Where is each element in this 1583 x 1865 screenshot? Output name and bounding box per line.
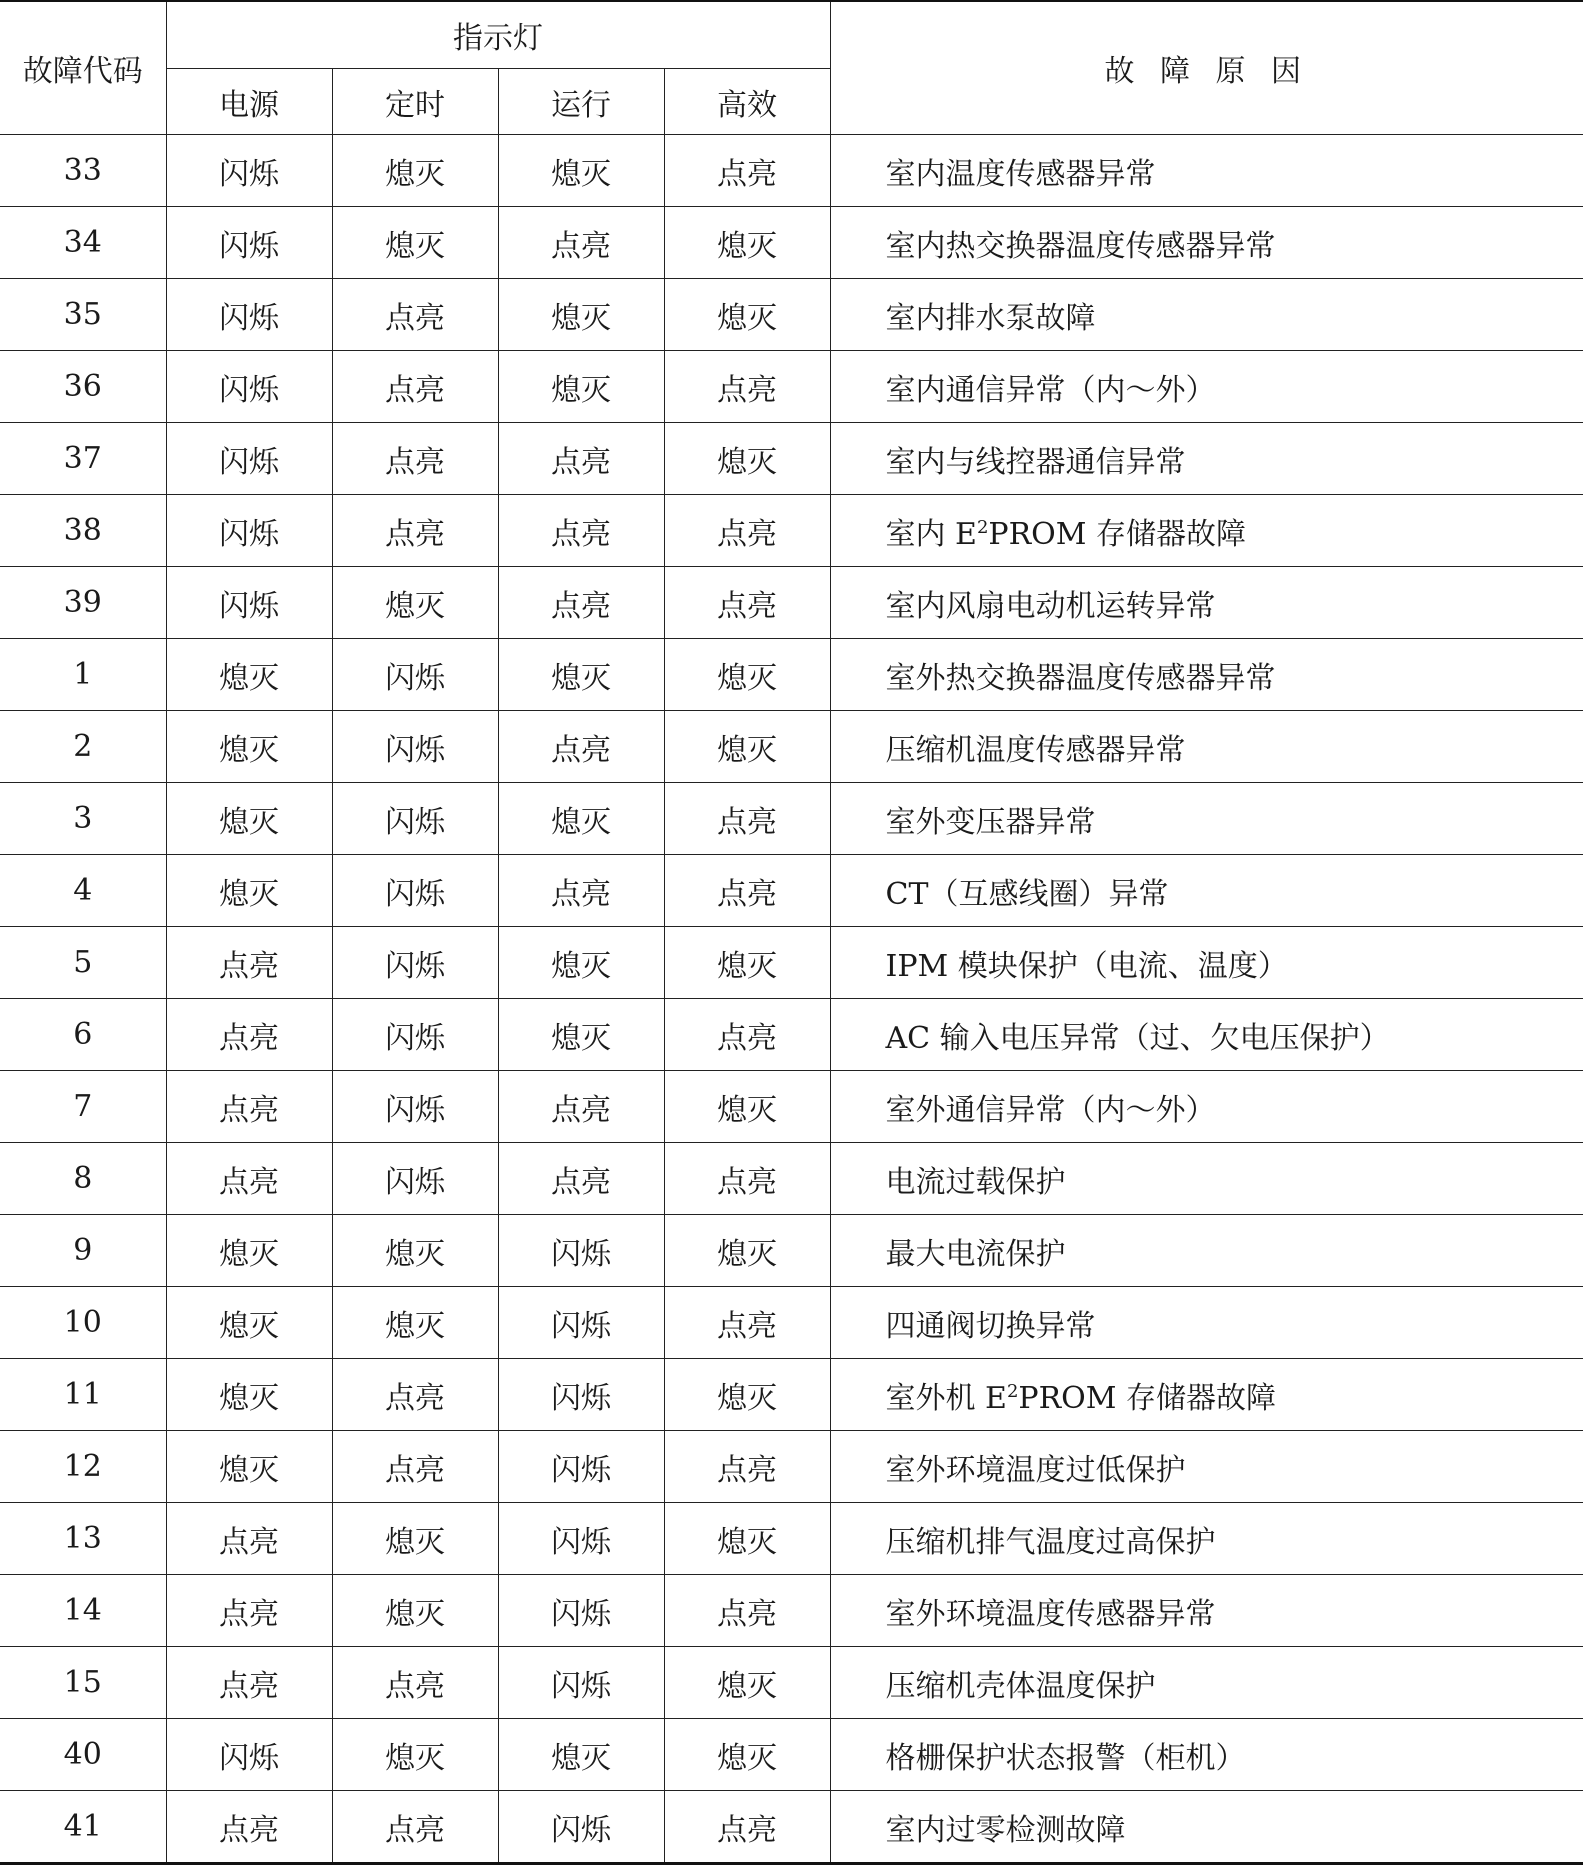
- indicator-high-efficiency-cell: 熄灭: [664, 1071, 830, 1143]
- indicator-timer-cell: 闪烁: [332, 855, 498, 927]
- superscript: 2: [1006, 1380, 1019, 1402]
- indicator-power-cell: 熄灭: [166, 855, 332, 927]
- indicator-power-cell: 点亮: [166, 927, 332, 999]
- table-row: [0, 639, 1583, 711]
- fault-cause-cell: 室内通信异常（内～外）: [830, 351, 1583, 423]
- fault-cause-cell: AC 输入电压异常（过、欠电压保护）: [830, 999, 1583, 1071]
- fault-cause-cell: 室内与线控器通信异常: [830, 423, 1583, 495]
- fault-code-cell: 4: [0, 855, 166, 927]
- fault-cause-cell: 格栅保护状态报警（柜机）: [830, 1719, 1583, 1791]
- fault-code-cell: 36: [0, 351, 166, 423]
- indicator-timer-cell: 闪烁: [332, 999, 498, 1071]
- indicator-timer-cell: 熄灭: [332, 207, 498, 279]
- indicator-power-cell: 点亮: [166, 1071, 332, 1143]
- fault-code-cell: 9: [0, 1215, 166, 1287]
- indicator-timer-cell: 点亮: [332, 1791, 498, 1864]
- fault-code-cell: 7: [0, 1071, 166, 1143]
- header-timer: 定时: [332, 69, 498, 135]
- indicator-timer-cell: 点亮: [332, 351, 498, 423]
- fault-code-cell: 12: [0, 1431, 166, 1503]
- indicator-power-cell: 熄灭: [166, 1215, 332, 1287]
- indicator-run-cell: 熄灭: [498, 639, 664, 711]
- table-row: [0, 999, 1583, 1071]
- indicator-run-cell: 闪烁: [498, 1575, 664, 1647]
- table-row: [0, 495, 1583, 567]
- indicator-run-cell: 闪烁: [498, 1431, 664, 1503]
- header-power: 电源: [166, 69, 332, 135]
- indicator-high-efficiency-cell: 熄灭: [664, 1503, 830, 1575]
- indicator-high-efficiency-cell: 点亮: [664, 1143, 830, 1215]
- fault-code-cell: 8: [0, 1143, 166, 1215]
- indicator-run-cell: 点亮: [498, 1143, 664, 1215]
- indicator-high-efficiency-cell: 熄灭: [664, 1215, 830, 1287]
- indicator-timer-cell: 熄灭: [332, 1287, 498, 1359]
- fault-code-cell: 2: [0, 711, 166, 783]
- fault-code-cell: 40: [0, 1719, 166, 1791]
- indicator-power-cell: 点亮: [166, 1647, 332, 1719]
- fault-cause-cell: 室外环境温度过低保护: [830, 1431, 1583, 1503]
- indicator-run-cell: 点亮: [498, 207, 664, 279]
- indicator-run-cell: 熄灭: [498, 135, 664, 207]
- table-row: [0, 567, 1583, 639]
- indicator-power-cell: 闪烁: [166, 279, 332, 351]
- table-row: [0, 1719, 1583, 1791]
- indicator-timer-cell: 闪烁: [332, 927, 498, 999]
- indicator-power-cell: 闪烁: [166, 567, 332, 639]
- header-run: 运行: [498, 69, 664, 135]
- table-row: [0, 927, 1583, 999]
- indicator-high-efficiency-cell: 点亮: [664, 567, 830, 639]
- indicator-high-efficiency-cell: 熄灭: [664, 207, 830, 279]
- indicator-power-cell: 熄灭: [166, 783, 332, 855]
- indicator-timer-cell: 点亮: [332, 1647, 498, 1719]
- indicator-run-cell: 熄灭: [498, 351, 664, 423]
- fault-cause-cell: 室外变压器异常: [830, 783, 1583, 855]
- indicator-run-cell: 熄灭: [498, 927, 664, 999]
- indicator-power-cell: 熄灭: [166, 1287, 332, 1359]
- indicator-run-cell: 点亮: [498, 711, 664, 783]
- indicator-timer-cell: 点亮: [332, 423, 498, 495]
- fault-cause-cell: 电流过载保护: [830, 1143, 1583, 1215]
- table-header: [0, 1, 1583, 135]
- table-row: [0, 1359, 1583, 1431]
- fault-cause-cell: 室内热交换器温度传感器异常: [830, 207, 1583, 279]
- fault-cause-cell: 室外通信异常（内～外）: [830, 1071, 1583, 1143]
- indicator-timer-cell: 熄灭: [332, 1503, 498, 1575]
- fault-code-cell: 41: [0, 1791, 166, 1864]
- fault-code-cell: 10: [0, 1287, 166, 1359]
- indicator-high-efficiency-cell: 熄灭: [664, 711, 830, 783]
- fault-code-cell: 15: [0, 1647, 166, 1719]
- indicator-timer-cell: 点亮: [332, 1431, 498, 1503]
- indicator-power-cell: 熄灭: [166, 1431, 332, 1503]
- table-row: [0, 1647, 1583, 1719]
- header-high-efficiency: 高效: [664, 69, 830, 135]
- indicator-timer-cell: 点亮: [332, 495, 498, 567]
- fault-cause-cell: 室内过零检测故障: [830, 1791, 1583, 1864]
- indicator-run-cell: 闪烁: [498, 1647, 664, 1719]
- table-body: [0, 135, 1583, 1864]
- indicator-power-cell: 熄灭: [166, 639, 332, 711]
- header-fault-code: 故障代码: [0, 1, 166, 135]
- indicator-timer-cell: 熄灭: [332, 1575, 498, 1647]
- indicator-high-efficiency-cell: 点亮: [664, 1431, 830, 1503]
- fault-code-cell: 35: [0, 279, 166, 351]
- indicator-high-efficiency-cell: 点亮: [664, 135, 830, 207]
- indicator-run-cell: 点亮: [498, 1071, 664, 1143]
- fault-cause-cell: 压缩机温度传感器异常: [830, 711, 1583, 783]
- indicator-power-cell: 闪烁: [166, 423, 332, 495]
- fault-code-cell: 14: [0, 1575, 166, 1647]
- table-row: [0, 1143, 1583, 1215]
- indicator-run-cell: 点亮: [498, 495, 664, 567]
- fault-cause-cell: CT（互感线圈）异常: [830, 855, 1583, 927]
- fault-cause-text: PROM 存储器故障: [1018, 1380, 1277, 1416]
- header-indicator-group: 指示灯: [166, 1, 830, 69]
- indicator-run-cell: 熄灭: [498, 783, 664, 855]
- indicator-high-efficiency-cell: 点亮: [664, 495, 830, 567]
- indicator-high-efficiency-cell: 点亮: [664, 855, 830, 927]
- indicator-timer-cell: 熄灭: [332, 135, 498, 207]
- indicator-power-cell: 点亮: [166, 999, 332, 1071]
- indicator-run-cell: 闪烁: [498, 1359, 664, 1431]
- fault-code-cell: 11: [0, 1359, 166, 1431]
- indicator-timer-cell: 点亮: [332, 1359, 498, 1431]
- indicator-timer-cell: 闪烁: [332, 639, 498, 711]
- indicator-run-cell: 闪烁: [498, 1791, 664, 1864]
- header-row-1: [0, 1, 1583, 69]
- indicator-power-cell: 熄灭: [166, 711, 332, 783]
- indicator-high-efficiency-cell: 点亮: [664, 1791, 830, 1864]
- indicator-high-efficiency-cell: 熄灭: [664, 279, 830, 351]
- indicator-power-cell: 闪烁: [166, 1719, 332, 1791]
- indicator-high-efficiency-cell: 点亮: [664, 783, 830, 855]
- indicator-run-cell: 熄灭: [498, 1719, 664, 1791]
- indicator-power-cell: 闪烁: [166, 207, 332, 279]
- indicator-timer-cell: 闪烁: [332, 783, 498, 855]
- table-row: [0, 135, 1583, 207]
- indicator-timer-cell: 闪烁: [332, 1071, 498, 1143]
- fault-cause-cell: 室外热交换器温度传感器异常: [830, 639, 1583, 711]
- table-row: [0, 1503, 1583, 1575]
- fault-code-cell: 38: [0, 495, 166, 567]
- table-row: [0, 1215, 1583, 1287]
- fault-cause-text: 室内 E: [885, 516, 977, 552]
- indicator-run-cell: 闪烁: [498, 1215, 664, 1287]
- table-row: [0, 423, 1583, 495]
- fault-cause-cell: 室外环境温度传感器异常: [830, 1575, 1583, 1647]
- indicator-power-cell: 点亮: [166, 1791, 332, 1864]
- table-row: [0, 207, 1583, 279]
- indicator-timer-cell: 熄灭: [332, 1719, 498, 1791]
- table-row: [0, 1071, 1583, 1143]
- indicator-high-efficiency-cell: 熄灭: [664, 639, 830, 711]
- indicator-power-cell: 闪烁: [166, 135, 332, 207]
- indicator-run-cell: 点亮: [498, 855, 664, 927]
- table-row: [0, 855, 1583, 927]
- fault-cause-cell: 四通阀切换异常: [830, 1287, 1583, 1359]
- fault-code-cell: 39: [0, 567, 166, 639]
- fault-cause-text: 室外机 E: [885, 1380, 1007, 1416]
- indicator-high-efficiency-cell: 点亮: [664, 1287, 830, 1359]
- indicator-high-efficiency-cell: 熄灭: [664, 927, 830, 999]
- fault-cause-cell: 室内排水泵故障: [830, 279, 1583, 351]
- indicator-timer-cell: 闪烁: [332, 1143, 498, 1215]
- indicator-timer-cell: 点亮: [332, 279, 498, 351]
- fault-code-cell: 3: [0, 783, 166, 855]
- fault-code-cell: 33: [0, 135, 166, 207]
- indicator-high-efficiency-cell: 点亮: [664, 1575, 830, 1647]
- fault-cause-text: PROM 存储器故障: [988, 516, 1247, 552]
- indicator-timer-cell: 熄灭: [332, 1215, 498, 1287]
- indicator-power-cell: 闪烁: [166, 351, 332, 423]
- fault-cause-cell: IPM 模块保护（电流、温度）: [830, 927, 1583, 999]
- table-row: [0, 1431, 1583, 1503]
- table-row: [0, 1287, 1583, 1359]
- fault-code-cell: 5: [0, 927, 166, 999]
- indicator-power-cell: 熄灭: [166, 1359, 332, 1431]
- fault-code-cell: 1: [0, 639, 166, 711]
- fault-cause-cell: 最大电流保护: [830, 1215, 1583, 1287]
- indicator-run-cell: 点亮: [498, 567, 664, 639]
- fault-cause-cell: 压缩机排气温度过高保护: [830, 1503, 1583, 1575]
- indicator-run-cell: 闪烁: [498, 1503, 664, 1575]
- fault-code-cell: 13: [0, 1503, 166, 1575]
- indicator-run-cell: 熄灭: [498, 279, 664, 351]
- indicator-timer-cell: 闪烁: [332, 711, 498, 783]
- indicator-high-efficiency-cell: 熄灭: [664, 1359, 830, 1431]
- indicator-power-cell: 闪烁: [166, 495, 332, 567]
- indicator-timer-cell: 熄灭: [332, 567, 498, 639]
- indicator-power-cell: 点亮: [166, 1503, 332, 1575]
- fault-code-cell: 34: [0, 207, 166, 279]
- indicator-high-efficiency-cell: 熄灭: [664, 1719, 830, 1791]
- fault-cause-cell: 室内温度传感器异常: [830, 135, 1583, 207]
- indicator-run-cell: 点亮: [498, 423, 664, 495]
- fault-cause-cell: 压缩机壳体温度保护: [830, 1647, 1583, 1719]
- indicator-power-cell: 点亮: [166, 1143, 332, 1215]
- indicator-high-efficiency-cell: 熄灭: [664, 423, 830, 495]
- indicator-high-efficiency-cell: 点亮: [664, 351, 830, 423]
- table-row: [0, 783, 1583, 855]
- table-row: [0, 711, 1583, 783]
- indicator-power-cell: 点亮: [166, 1575, 332, 1647]
- table-row: [0, 279, 1583, 351]
- table-row: [0, 1575, 1583, 1647]
- fault-code-cell: 6: [0, 999, 166, 1071]
- fault-cause-cell: [830, 1359, 1583, 1431]
- fault-cause-cell: [830, 495, 1583, 567]
- superscript: 2: [976, 516, 989, 538]
- header-fault-cause: 故 障 原 因: [830, 1, 1583, 135]
- table-row: [0, 1791, 1583, 1864]
- indicator-high-efficiency-cell: 点亮: [664, 999, 830, 1071]
- indicator-high-efficiency-cell: 熄灭: [664, 1647, 830, 1719]
- fault-code-cell: 37: [0, 423, 166, 495]
- indicator-run-cell: 闪烁: [498, 1287, 664, 1359]
- fault-cause-cell: 室内风扇电动机运转异常: [830, 567, 1583, 639]
- table-row: [0, 351, 1583, 423]
- indicator-run-cell: 熄灭: [498, 999, 664, 1071]
